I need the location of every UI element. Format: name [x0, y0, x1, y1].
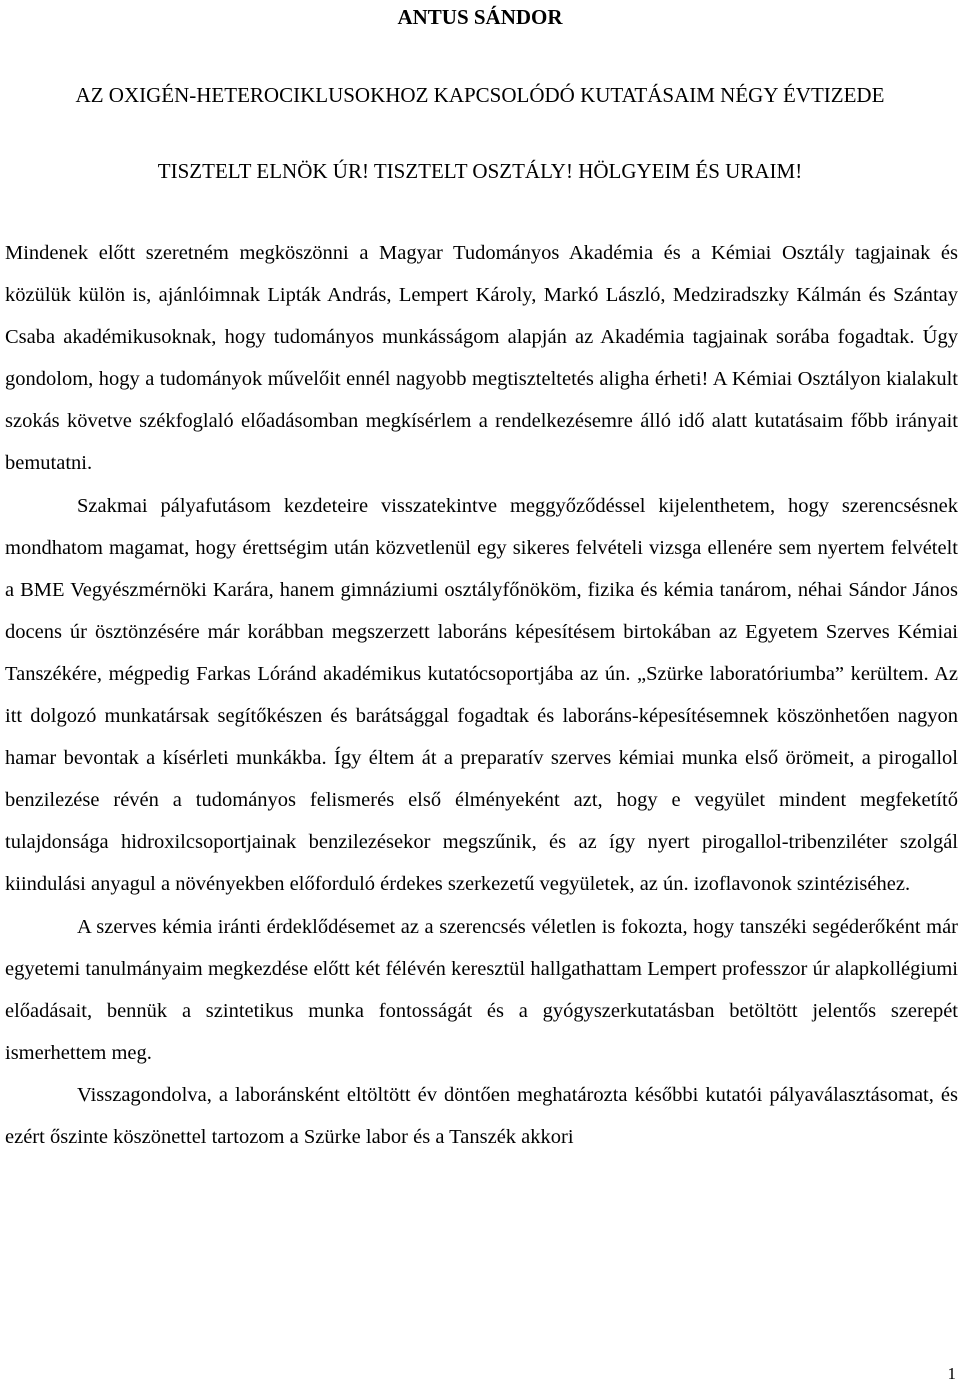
body-text — [5, 232, 958, 1158]
paragraph: Visszagondolva, a laboránsként eltöltött év döntően meghatározta későbbi kutatói pályaválasztásomat, és ezért őszinte köszönettel tartozom a Szürke labor és a Tanszék akkori — [5, 1083, 958, 1148]
page-number: 1 — [947, 1364, 956, 1383]
author-name: ANTUS SÁNDOR — [397, 5, 563, 29]
document-title: AZ OXIGÉN-HETEROCIKLUSOKHOZ KAPCSOLÓDÓ KUTATÁSAIM NÉGY ÉVTIZEDE — [75, 83, 885, 107]
paragraph: Szakmai pályafutásom kezdeteire visszatekintve meggyőződéssel kijelenthetem, hogy szerencsésnek mondhatom magamat, hogy érettségim után közvetlenül egy sikeres felvételi vizsga ellenére sem nyertem felvételt a BME Vegyészmérnöki Karára, hanem gimnáziumi osztályfőnököm, fizika és kémia tanárom, néhai Sándor János docens úr ösztönzésére már korábban megszerzett laboráns képesítésem birtokában az Egyetem Szerves Kémiai Tanszékére, mégpedig Farkas Lóránd akadémikus kutatócsoportjába az ún. „Szürke laboratóriumba” kerültem. Az itt dolgozó munkatársak segítőkészen és barátsággal fogadtak és laboráns-képesítésemnek köszönhetően nagyon hamar bevontak a kísérleti munkákba. Így éltem át a preparatív szerves kémiai munka első örömeit, a pirogallol benzilezése révén a tudományos felismerés első élményeként azt, hogy e vegyület mindent megfeketítő tulajdonsága hidroxilcsoportjainak benzilezésekor megszűnik, és az így nyert pirogallol-tribenziléter szolgál kiindulási anyagul a növényekben előforduló érdekes szerkezetű vegyületek, az ún. izoflavonok szintéziséhez. — [5, 494, 958, 896]
paragraph: Mindenek előtt szeretném megköszönni a Magyar Tudományos Akadémia és a Kémiai Osztály tagjainak és közülük külön is, ajánlóimnak Lipták András, Lempert Károly, Markó László, Medziradszky Kálmán és Szántay Csaba akadémikusoknak, hogy tudományos munkásságom alapján az Akadémia tagjainak sorába fogadtak. Úgy gondolom, hogy a tudományok művelőit ennél nagyobb megtiszteltetés aligha érheti! A Kémiai Osztályon kialakult szokás követve székfoglaló előadásomban megkísérlem a rendelkezésemre álló idő alatt kutatásaim főbb irányait bemutatni. — [5, 242, 958, 475]
paragraph: A szerves kémia iránti érdeklődésemet az a szerencsés véletlen is fokozta, hogy tanszéki segéderőként már egyetemi tanulmányaim megkezdése előtt két félévén keresztül hallgathattam Lempert professzor úr alapkollégiumi előadásait, bennük a szintetikus munka fontosságát és a gyógyszerkutatásban betöltött jelentős szerepét ismerhettem meg. — [5, 915, 958, 1064]
salutation: TISZTELT ELNÖK ÚR! TISZTELT OSZTÁLY! HÖLGYEIM ÉS URAIM! — [157, 159, 803, 183]
